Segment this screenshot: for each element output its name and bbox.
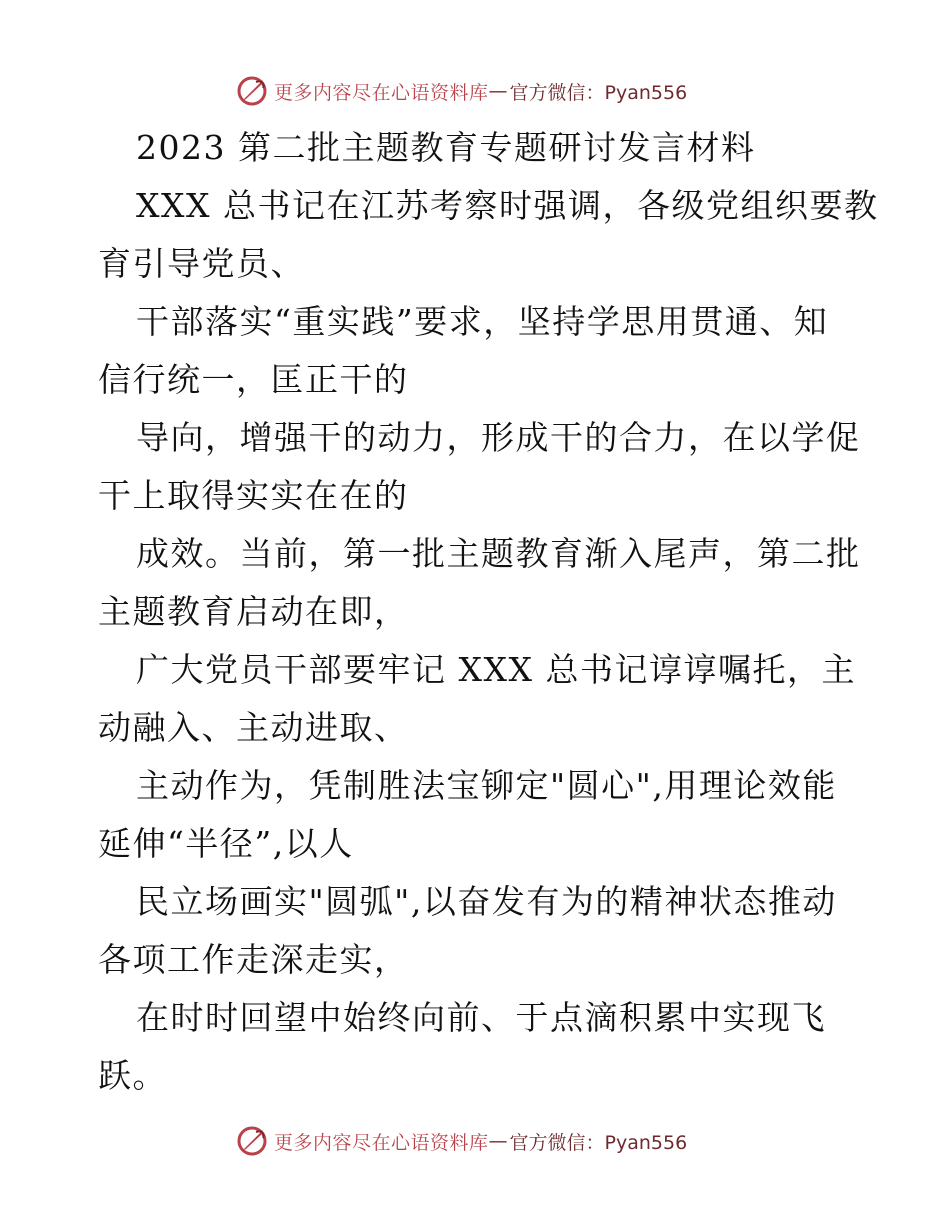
document-title: 2023 第二批主题教育专题研讨发言材料 [136, 128, 756, 167]
watermark-wechat: 官方微信：Pyan556 [509, 1131, 688, 1154]
paragraph-line: 成效。当前，第一批主题教育渐入尾声，第二批 [136, 534, 861, 573]
watermark-text: 更多内容尽在心语资料库 [274, 81, 489, 104]
header-watermark [236, 74, 687, 108]
paragraph-line: 育引导党员、 [98, 244, 305, 283]
paragraph-line: 主题教育启动在即， [98, 592, 409, 631]
watermark-separator: — [488, 80, 508, 102]
paragraph-line: 主动作为，凭制胜法宝铆定"圆心",用理论效能 [136, 766, 837, 805]
paragraph-line: 跃。 [98, 1056, 167, 1095]
paragraph-line: 干上取得实实在在的 [98, 476, 409, 515]
quill-logo-icon [236, 1125, 268, 1157]
paragraph-line: 信行统一，匡正干的 [98, 360, 409, 399]
paragraph-line: 在时时回望中始终向前、于点滴积累中实现飞 [136, 998, 826, 1037]
watermark-separator: — [488, 1130, 508, 1152]
paragraph-line: XXX 总书记在江苏考察时强调，各级党组织要教 [136, 186, 879, 225]
paragraph-line: 各项工作走深走实， [98, 940, 409, 979]
paragraph-line: 干部落实“重实践”要求，坚持学思用贯通、知 [136, 302, 829, 341]
paragraph-line: 延伸“半径”,以人 [98, 824, 354, 863]
footer-watermark [236, 1124, 687, 1158]
watermark-wechat: 官方微信：Pyan556 [509, 81, 688, 104]
paragraph-line: 民立场画实"圆弧",以奋发有为的精神状态推动 [136, 882, 837, 921]
paragraph-line: 导向，增强干的动力，形成干的合力，在以学促 [136, 418, 861, 457]
watermark-text: 更多内容尽在心语资料库 [274, 1131, 489, 1154]
paragraph-line: 动融入、主动进取、 [98, 708, 409, 747]
quill-logo-icon [236, 75, 268, 107]
paragraph-line: 广大党员干部要牢记 XXX 总书记谆谆嘱托，主 [136, 650, 856, 689]
